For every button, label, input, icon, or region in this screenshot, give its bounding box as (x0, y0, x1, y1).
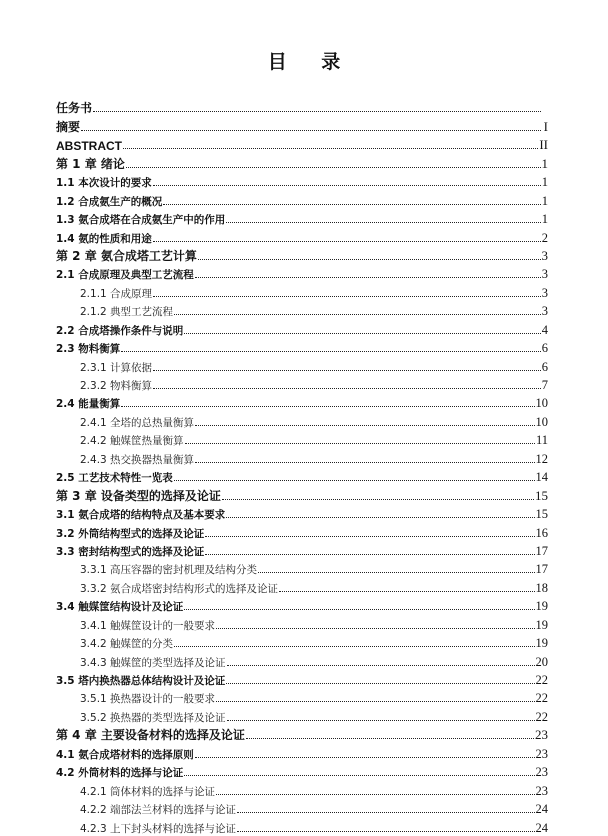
dot-leader (123, 148, 538, 149)
dot-leader (222, 499, 534, 500)
toc-entry-page-number: 11 (535, 433, 548, 448)
toc-entry-label: 2.2 合成塔操作条件与说明 (56, 324, 184, 337)
toc-entry-page-number: 6 (541, 359, 548, 374)
dot-leader (184, 333, 540, 334)
toc-entry-page-number: 23 (535, 727, 548, 743)
toc-entry-page-number: II (539, 137, 548, 153)
dot-leader (226, 517, 534, 518)
toc-entry-label: 第 3 章 设备类型的选择及论证 (56, 488, 221, 503)
toc-entry-page-number: 23 (535, 746, 548, 761)
toc-entry-page-number: 23 (535, 783, 548, 798)
toc-entry-label: 2.4 能量衡算 (56, 398, 121, 411)
toc-entry[interactable] (56, 541, 548, 559)
toc-entry-page-number: 2 (541, 230, 548, 245)
toc-entry[interactable] (56, 282, 548, 300)
toc-entry[interactable] (56, 485, 548, 503)
toc-entry-label: 4.1 氨合成塔材料的选择原则 (56, 748, 194, 761)
dot-leader (226, 222, 540, 223)
toc-entry-label: 1.2 合成氨生产的概况 (56, 195, 163, 208)
toc-entry[interactable] (56, 633, 548, 651)
dot-leader (153, 370, 541, 371)
toc-entry-label: 3.2 外筒结构型式的选择及论证 (56, 527, 205, 540)
dot-leader (121, 406, 534, 407)
toc-entry-page-number: 1 (541, 212, 548, 227)
dot-leader (81, 130, 541, 131)
toc-entry-page-number: 20 (535, 654, 548, 669)
toc-entry[interactable] (56, 246, 548, 264)
dot-leader (205, 554, 534, 555)
toc-entry[interactable] (56, 301, 548, 319)
toc-entry-label: 1.1 本次设计的要求 (56, 177, 152, 190)
toc-entry-label: 2.3.1 计算依据 (80, 361, 153, 374)
toc-entry-page-number: 10 (535, 414, 548, 429)
dot-leader (237, 831, 534, 832)
dot-leader (258, 572, 534, 573)
toc-entry[interactable] (56, 98, 548, 116)
toc-entry[interactable] (56, 780, 548, 798)
toc-entry-label: 第 2 章 氨合成塔工艺计算 (56, 248, 197, 263)
toc-entry[interactable] (56, 596, 548, 614)
dot-leader (174, 480, 535, 481)
toc-entry-label: 2.1.1 合成原理 (80, 287, 153, 300)
toc-entry-page-number: 17 (535, 543, 548, 558)
toc-entry-page-number: 19 (535, 617, 548, 632)
dot-leader (184, 609, 534, 610)
toc-entry[interactable] (56, 135, 548, 153)
dot-leader (216, 794, 534, 795)
toc-entry-label: 3.5 塔内换热器总体结构设计及论证 (56, 675, 226, 687)
toc-entry-page-number: 12 (535, 451, 548, 466)
toc-entry[interactable] (56, 467, 548, 485)
toc-entry-page-number: 23 (535, 765, 548, 780)
toc-entry[interactable] (56, 817, 548, 835)
toc-entry[interactable] (56, 116, 548, 134)
toc-entry-page-number: I (543, 118, 548, 134)
toc-entry[interactable] (56, 743, 548, 761)
toc-entry-label: 3.5.1 换热器设计的一般要求 (80, 693, 216, 706)
toc-entry-label: 2.4.1 全塔的总热量衡算 (80, 416, 195, 429)
toc-entry-page-number: 19 (535, 636, 548, 651)
table-of-contents (56, 98, 548, 836)
toc-entry[interactable] (56, 430, 548, 448)
toc-entry[interactable] (56, 762, 548, 780)
dot-leader (195, 277, 541, 278)
dot-leader (195, 462, 534, 463)
toc-entry-page-number: 15 (535, 487, 548, 503)
toc-entry-label: 3.4.2 触媒筐的分类 (80, 638, 174, 651)
toc-entry-page-number: 22 (535, 673, 548, 687)
toc-entry-label: 2.3 物料衡算 (56, 343, 121, 356)
toc-entry-label: 3.4.1 触媒筐设计的一般要求 (80, 619, 216, 632)
toc-entry-page-number: 1 (541, 175, 548, 190)
toc-entry-page-number: 22 (535, 709, 548, 724)
dot-leader (93, 111, 541, 112)
toc-entry-label: 2.5 工艺技术特性一览表 (56, 472, 173, 485)
dot-leader (153, 185, 541, 186)
toc-entry[interactable] (56, 393, 548, 411)
toc-entry-page-number: 10 (535, 396, 548, 411)
toc-entry-page-number: 24 (535, 802, 548, 817)
toc-entry-page-number: 1 (541, 155, 548, 171)
toc-entry[interactable] (56, 338, 548, 356)
toc-entry-label: 2.3.2 物料衡算 (80, 380, 153, 392)
dot-leader (184, 775, 534, 776)
dot-leader (153, 388, 541, 389)
toc-entry-label: 4.2.2 端部法兰材料的选择与论证 (80, 804, 237, 817)
toc-entry-label: 4.2.3 上下封头材料的选择与论证 (80, 822, 237, 835)
toc-entry-label: 4.2 外筒材料的选择与论证 (56, 767, 184, 780)
toc-entry-page-number: 3 (541, 247, 548, 263)
toc-entry-label: 3.4.3 触媒筐的类型选择及论证 (80, 656, 226, 669)
toc-entry-page-number: 15 (535, 507, 548, 522)
dot-leader (226, 683, 534, 684)
toc-entry[interactable] (56, 504, 548, 522)
toc-entry-label: 2.1.2 典型工艺流程 (80, 306, 174, 319)
toc-entry-label: 2.1 合成原理及典型工艺流程 (56, 269, 194, 282)
toc-entry-page-number: 18 (535, 580, 548, 595)
toc-entry-label: 第 1 章 绪论 (56, 156, 125, 171)
toc-entry-page-number: 7 (541, 378, 548, 392)
toc-entry-label: 3.3 密封结构型式的选择及论证 (56, 545, 205, 558)
dot-leader (246, 738, 534, 739)
toc-entry[interactable] (56, 725, 548, 743)
toc-entry[interactable] (56, 651, 548, 669)
toc-entry-page-number: 3 (541, 304, 548, 319)
dot-leader (279, 591, 534, 592)
toc-entry-page-number: 3 (541, 285, 548, 300)
toc-entry-label: 3.1 氨合成塔的结构特点及基本要求 (56, 509, 226, 522)
toc-entry-label: 2.4.3 热交换器热量衡算 (80, 453, 195, 466)
toc-entry-page-number: 24 (535, 820, 548, 835)
toc-entry-label: 1.4 氨的性质和用途 (56, 232, 152, 245)
dot-leader (121, 351, 540, 352)
toc-entry-label: 任务书 (56, 101, 93, 116)
dot-leader (174, 314, 541, 315)
toc-entry-page-number: 22 (535, 691, 548, 706)
toc-entry[interactable] (56, 411, 548, 429)
toc-entry-label: ABSTRACT (56, 139, 122, 154)
dot-leader (205, 536, 534, 537)
toc-entry[interactable] (56, 799, 548, 817)
toc-entry-label: 1.3 氨合成塔在合成氨生产中的作用 (56, 214, 226, 227)
toc-entry-label: 2.4.2 触媒筐热量衡算 (80, 435, 184, 448)
toc-entry-label: 摘要 (56, 119, 81, 134)
dot-leader (163, 204, 540, 205)
toc-entry[interactable] (56, 577, 548, 595)
toc-entry-page-number: 1 (541, 193, 548, 208)
toc-entry-label: 3.5.2 换热器的类型选择及论证 (80, 711, 226, 724)
toc-entry[interactable] (56, 670, 548, 688)
dot-leader (198, 259, 541, 260)
dot-leader (153, 296, 541, 297)
toc-entry[interactable] (56, 209, 548, 227)
toc-entry-page-number: 4 (541, 322, 548, 337)
dot-leader (174, 646, 534, 647)
dot-leader (126, 167, 541, 168)
toc-entry[interactable] (56, 559, 548, 577)
toc-entry[interactable] (56, 153, 548, 171)
toc-entry[interactable] (56, 706, 548, 724)
toc-entry-page-number: 17 (535, 562, 548, 577)
toc-entry-page-number: 16 (535, 525, 548, 540)
dot-leader (216, 701, 534, 702)
dot-leader (227, 720, 535, 721)
toc-entry-page-number: 19 (535, 599, 548, 614)
toc-entry[interactable] (56, 522, 548, 540)
dot-leader (195, 757, 535, 758)
toc-entry-label: 3.4 触媒筐结构设计及论证 (56, 601, 184, 614)
toc-entry[interactable] (56, 190, 548, 208)
toc-entry[interactable] (56, 448, 548, 466)
dot-leader (227, 665, 535, 666)
toc-entry-page-number: 6 (541, 341, 548, 356)
toc-entry-label: 3.3.1 高压容器的密封机理及结构分类 (80, 564, 258, 577)
toc-entry[interactable] (56, 172, 548, 190)
toc-entry[interactable] (56, 319, 548, 337)
page-title: 目 录 (267, 50, 355, 73)
toc-entry[interactable] (56, 375, 548, 393)
dot-leader (216, 628, 534, 629)
toc-entry[interactable] (56, 356, 548, 374)
toc-entry-label: 第 4 章 主要设备材料的选择及论证 (56, 728, 245, 743)
toc-entry[interactable] (56, 614, 548, 632)
toc-entry-page-number: 14 (535, 470, 548, 485)
toc-entry[interactable] (56, 227, 548, 245)
toc-entry[interactable] (56, 688, 548, 706)
dot-leader (153, 241, 541, 242)
dot-leader (195, 425, 534, 426)
toc-entry-label: 3.3.2 氨合成塔密封结构形式的选择及论证 (80, 582, 279, 595)
toc-entry-page-number: 3 (541, 267, 548, 282)
dot-leader (185, 443, 535, 444)
toc-entry-label: 4.2.1 筒体材料的选择与论证 (80, 785, 216, 798)
dot-leader (237, 812, 534, 813)
toc-entry[interactable] (56, 264, 548, 282)
